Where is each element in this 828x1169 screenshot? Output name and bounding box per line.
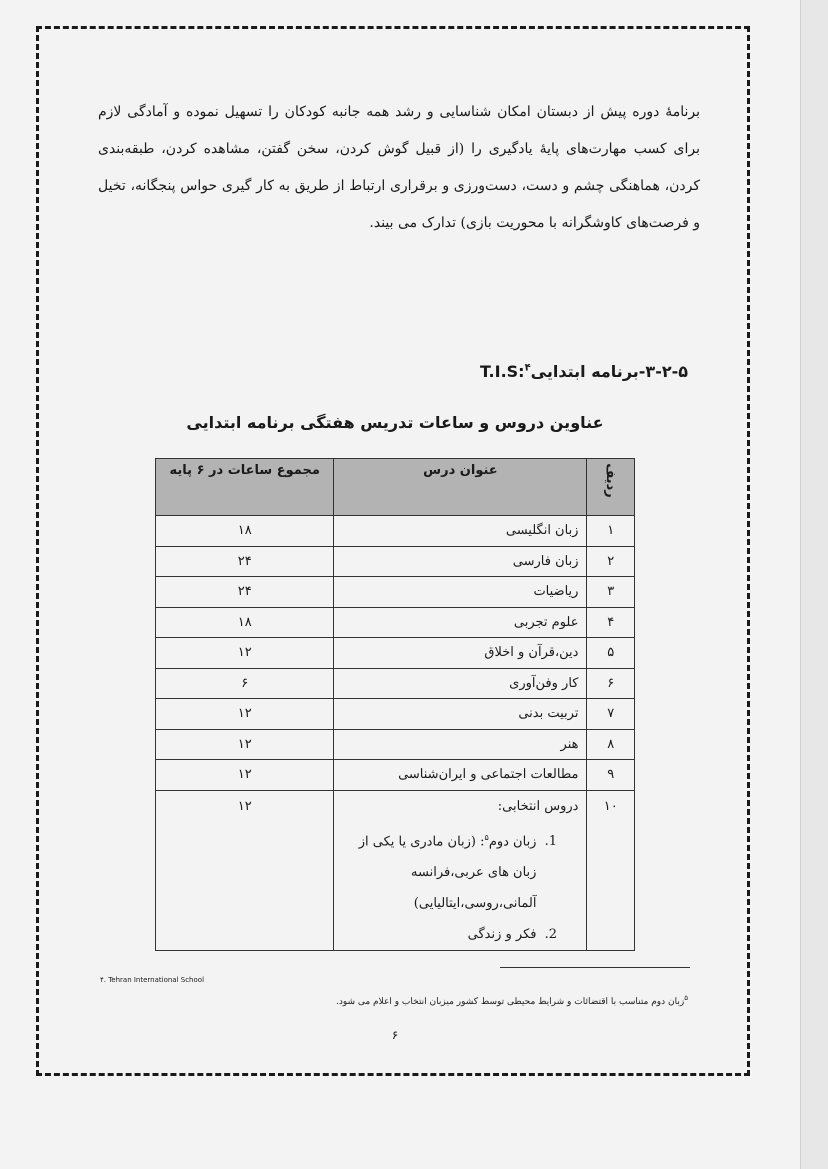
elective-courses-cell [334,790,587,950]
course-title: علوم تجربی [334,607,587,638]
course-title: زبان انگلیسی [334,516,587,547]
section-number: ۳-۲-۵- [638,362,688,381]
courses-table [155,458,635,951]
course-hours: ۱۲ [156,699,334,730]
course-hours: ۱۸ [156,516,334,547]
course-hours: ۱۲ [156,638,334,669]
course-title: زبان فارسی [334,546,587,577]
section-suffix: T.I.S: [480,362,525,381]
table-row-electives [156,790,635,950]
row-number: ۸ [587,729,635,760]
section-heading [480,362,688,381]
course-hours: ۲۴ [156,577,334,608]
table-row [156,699,635,730]
row-number: ۹ [587,760,635,791]
course-title: تربیت بدنی [334,699,587,730]
table-row [156,516,635,547]
table-header-row [156,459,635,516]
footnote-5: $^۵$زبان دوم متناسب با اقتضائات و شرایط محیطی توسط کشور میزبان انتخاب و اعلام می شود. [335,994,688,1007]
header-row-number: ردیف [587,459,635,516]
header-total-hours: مجموع ساعات در ۶ پایه [156,459,334,516]
footnote-separator [500,967,690,968]
table-title: عناوین دروس و ساعات تدریس هفتگی برنامه ابتدایی [186,413,604,432]
course-title: ریاضیات [334,577,587,608]
course-hours: ۱۲ [156,760,334,791]
elective-list [342,822,578,950]
course-title: مطالعات اجتماعی و ایران‌شناسی [334,760,587,791]
row-number: ۱۰ [587,790,635,950]
course-hours: ۲۴ [156,546,334,577]
row-number: ۲ [587,546,635,577]
course-hours: ۱۲ [156,729,334,760]
footnote-mark-5: ۵ [484,832,489,842]
row-number: ۳ [587,577,635,608]
elective-label: دروس انتخابی: [497,798,579,814]
row-number: ۶ [587,668,635,699]
table-row [156,546,635,577]
table-row [156,668,635,699]
row-number: ۷ [587,699,635,730]
course-title: دین،قرآن و اخلاق [334,638,587,669]
page-edge [800,0,828,1169]
course-hours: ۱۸ [156,607,334,638]
table-row [156,577,635,608]
footnote-mark-4: ۴ [524,362,531,374]
row-number: ۱ [587,516,635,547]
table-row [156,760,635,791]
row-number: ۴ [587,607,635,638]
footnote-4: ۴. Tehran International School [100,976,205,984]
row-number: ۵ [587,638,635,669]
course-title: کار وفن‌آوری [334,668,587,699]
course-title: هنر [334,729,587,760]
table-row [156,638,635,669]
table-row [156,607,635,638]
page-number: ۶ [391,1028,399,1042]
course-hours: ۱۲ [156,790,334,950]
course-hours: ۶ [156,668,334,699]
table-row [156,729,635,760]
header-course-title: عنوان درس [334,459,587,516]
elective-item-second-language: 1. زبان دوم$^۵$: (زبان مادری یا یکی از زبان های عربی،فرانسه آلمانی،روسی،ایتالیایی) [342,822,540,919]
intro-paragraph: برنامهٔ دوره پیش از دبستان امکان شناسایی و رشد همه جانبه کودکان را تسهیل نموده و آمادگی لازم برای کسب مهارت‌های پایهٔ یادگیری را (از قبیل گوش کردن، سخن گفتن، مشاهده کردن، طبقه‌بندی کردن، هماهنگی چشم و دست، دست‌ورزی و برقراری ارتباط از طریق به کار گیری حواس پنجگانه، تخیل و فرصت‌های کاوشگرانه با محوریت بازی) تدارک می بیند. [98,104,700,231]
section-title: برنامه ابتدایی [530,362,639,381]
elective-item-thought-life: 2. فکر و زندگی [342,919,540,950]
